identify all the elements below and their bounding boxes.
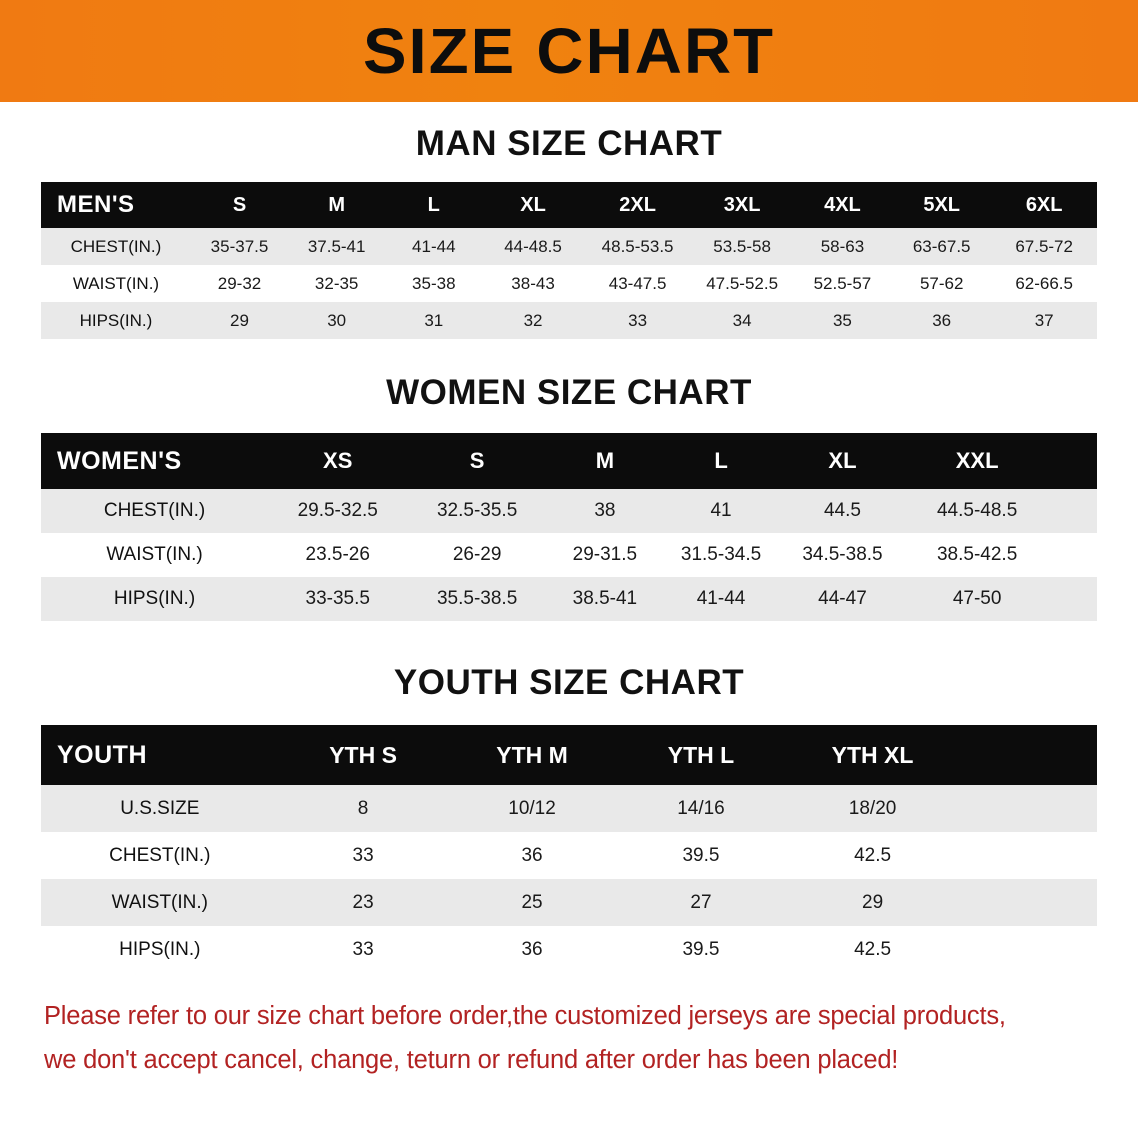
youth-row-3-cell-2: 36 <box>521 938 543 960</box>
man-row-0-cell-6: 53.5-58 <box>713 236 771 256</box>
page-title: SIZE CHART <box>362 15 776 87</box>
youth-row-1-label: CHEST(IN.) <box>109 844 211 866</box>
youth-row-3-cell-3: 39.5 <box>682 938 720 960</box>
women-row-1-cell-6: 38.5-42.5 <box>936 544 1018 565</box>
youth-row-0-cell-4: 18/20 <box>848 797 897 819</box>
man-header-cell-8: 5XL <box>923 193 961 216</box>
man-row-0-cell-9: 67.5-72 <box>1015 236 1073 256</box>
youth-row-2-label: WAIST(IN.) <box>111 891 208 913</box>
youth-row-1-cell-2: 36 <box>521 844 543 866</box>
man-header-cell-3: L <box>427 193 440 216</box>
women-row-2-spacer <box>1048 577 1097 621</box>
man-row-1-cell-4: 38-43 <box>511 273 555 293</box>
man-row-1-cell-5: 43-47.5 <box>608 273 667 293</box>
women-row-0-cell-6: 44.5-48.5 <box>936 500 1018 521</box>
man-row-0-cell-5: 48.5-53.5 <box>601 236 674 256</box>
man-header-cell-6: 3XL <box>723 193 761 216</box>
man-row-1-cell-1: 29-32 <box>217 273 262 293</box>
youth-table-wrap <box>0 725 1138 973</box>
women-header-cell-3: M <box>595 448 615 473</box>
table-row <box>41 489 1097 533</box>
man-row-0-cell-2: 37.5-41 <box>307 236 366 256</box>
youth-row-1-cell-1: 33 <box>352 844 374 866</box>
policy-note <box>0 995 1138 1083</box>
table-row <box>41 228 1097 265</box>
youth-header-cell-4: YTH XL <box>831 741 914 768</box>
women-row-2-cell-3: 38.5-41 <box>572 588 638 609</box>
man-header-cell-0: MEN'S <box>57 191 135 218</box>
man-section-title: MAN SIZE CHART <box>415 124 723 163</box>
man-header-cell-9: 6XL <box>1025 193 1063 216</box>
women-row-1-cell-5: 34.5-38.5 <box>802 544 883 565</box>
women-row-0-label: CHEST(IN.) <box>103 500 206 521</box>
women-row-2-cell-4: 41-44 <box>696 588 746 609</box>
table-row <box>41 302 1097 339</box>
youth-header-cell-0: YOUTH <box>57 740 147 769</box>
youth-header-cell-2: YTH M <box>496 741 568 768</box>
women-row-2-cell-6: 47-50 <box>952 588 1002 609</box>
table-row <box>41 533 1097 577</box>
man-row-1-cell-8: 57-62 <box>919 273 964 293</box>
man-row-2-cell-3: 31 <box>424 310 444 330</box>
women-row-1-cell-2: 26-29 <box>452 544 502 565</box>
youth-header-cell-3: YTH L <box>667 741 735 768</box>
table-row <box>41 832 1097 879</box>
women-row-1-spacer <box>1048 533 1097 577</box>
women-row-1-label: WAIST(IN.) <box>106 544 203 565</box>
man-row-0-cell-7: 58-63 <box>820 236 865 256</box>
youth-row-1-spacer <box>960 832 1097 879</box>
women-header-cell-6: XXL <box>955 448 999 473</box>
youth-row-2-cell-4: 29 <box>862 891 884 913</box>
women-row-1-cell-1: 23.5-26 <box>305 544 370 565</box>
women-row-0-spacer <box>1048 489 1097 533</box>
man-row-0-label: CHEST(IN.) <box>70 236 162 256</box>
man-row-2-cell-5: 33 <box>628 310 648 330</box>
table-row <box>41 577 1097 621</box>
youth-row-0-cell-2: 10/12 <box>508 797 556 819</box>
man-row-0-cell-3: 41-44 <box>412 236 456 256</box>
women-row-0-cell-2: 32.5-35.5 <box>436 500 518 521</box>
man-row-2-cell-2: 30 <box>327 310 347 330</box>
man-row-1-cell-2: 32-35 <box>314 273 359 293</box>
table-row <box>41 265 1097 302</box>
youth-size-table <box>41 725 1097 973</box>
youth-section-title: YOUTH SIZE CHART <box>393 663 745 702</box>
man-header-cell-5: 2XL <box>619 193 656 216</box>
man-row-0-cell-4: 44-48.5 <box>504 236 562 256</box>
youth-row-0-cell-3: 14/16 <box>677 797 725 819</box>
youth-row-2-cell-3: 27 <box>690 891 712 913</box>
women-row-0-cell-4: 41 <box>710 500 732 521</box>
man-table-header-row <box>41 182 1097 228</box>
youth-row-0-label: U.S.SIZE <box>120 797 200 819</box>
youth-row-3-cell-4: 42.5 <box>854 938 892 960</box>
table-row <box>41 879 1097 926</box>
youth-row-3-spacer <box>960 926 1097 973</box>
women-section-title: WOMEN SIZE CHART <box>386 373 752 412</box>
youth-row-1-cell-3: 39.5 <box>682 844 720 866</box>
women-row-2-label: HIPS(IN.) <box>113 588 196 609</box>
man-header-cell-2: M <box>328 193 345 216</box>
youth-table-header-row <box>41 725 1097 785</box>
man-row-1-cell-6: 47.5-52.5 <box>706 273 779 293</box>
man-row-2-cell-1: 29 <box>230 310 249 330</box>
women-row-1-cell-4: 31.5-34.5 <box>680 544 762 565</box>
man-row-2-cell-6: 34 <box>732 310 752 330</box>
women-table-header-row <box>41 433 1097 489</box>
youth-row-2-cell-1: 23 <box>352 891 374 913</box>
women-row-2-cell-2: 35.5-38.5 <box>436 588 518 609</box>
women-header-cell-0: WOMEN'S <box>57 446 182 475</box>
youth-row-0-cell-1: 8 <box>357 797 369 819</box>
women-header-cell-5: XL <box>828 448 857 473</box>
women-row-0-cell-5: 44.5 <box>823 500 861 521</box>
man-row-1-label: WAIST(IN.) <box>72 273 160 293</box>
women-row-2-cell-1: 33-35.5 <box>305 588 370 609</box>
policy-note-line-2: we don't accept cancel, change, teturn or refund after order has been placed! <box>44 1045 899 1074</box>
table-row <box>41 785 1097 832</box>
man-header-cell-1: S <box>232 193 247 216</box>
women-size-table <box>41 433 1097 621</box>
table-row <box>41 926 1097 973</box>
man-row-0-cell-1: 35-37.5 <box>210 236 269 256</box>
youth-row-3-label: HIPS(IN.) <box>119 938 201 960</box>
man-row-2-cell-7: 35 <box>832 310 852 330</box>
man-header-cell-7: 4XL <box>824 193 861 216</box>
man-row-1-cell-3: 35-38 <box>412 273 456 293</box>
women-header-cell-2: S <box>469 448 485 473</box>
man-row-2-label: HIPS(IN.) <box>79 310 153 330</box>
youth-header-cell-1: YTH S <box>329 741 397 768</box>
women-row-1-cell-3: 29-31.5 <box>572 544 638 565</box>
man-header-cell-4: XL <box>520 193 546 216</box>
youth-row-0-spacer <box>960 785 1097 832</box>
youth-row-2-cell-2: 25 <box>521 891 543 913</box>
women-row-2-cell-5: 44-47 <box>818 588 867 609</box>
women-table-wrap <box>0 433 1138 621</box>
man-table-wrap <box>0 182 1138 339</box>
youth-row-1-cell-4: 42.5 <box>854 844 892 866</box>
women-header-cell-4: L <box>714 448 728 473</box>
man-row-2-cell-9: 37 <box>1034 310 1054 330</box>
youth-row-3-cell-1: 33 <box>352 938 374 960</box>
policy-note-line-1: Please refer to our size chart before order,the customized jerseys are special products, <box>44 1002 1006 1030</box>
women-header-spacer <box>1048 433 1097 489</box>
women-header-cell-1: XS <box>323 448 353 473</box>
man-row-1-cell-9: 62-66.5 <box>1015 273 1073 293</box>
youth-header-spacer <box>960 725 1097 785</box>
youth-row-2-spacer <box>960 879 1097 926</box>
page-banner <box>0 0 1138 102</box>
man-row-0-cell-8: 63-67.5 <box>912 236 971 256</box>
women-row-0-cell-3: 38 <box>594 500 616 521</box>
man-size-table <box>41 182 1097 339</box>
man-row-2-cell-4: 32 <box>523 310 543 330</box>
man-row-1-cell-7: 52.5-57 <box>813 273 872 293</box>
man-row-2-cell-8: 36 <box>932 310 952 330</box>
women-row-0-cell-1: 29.5-32.5 <box>297 500 378 521</box>
